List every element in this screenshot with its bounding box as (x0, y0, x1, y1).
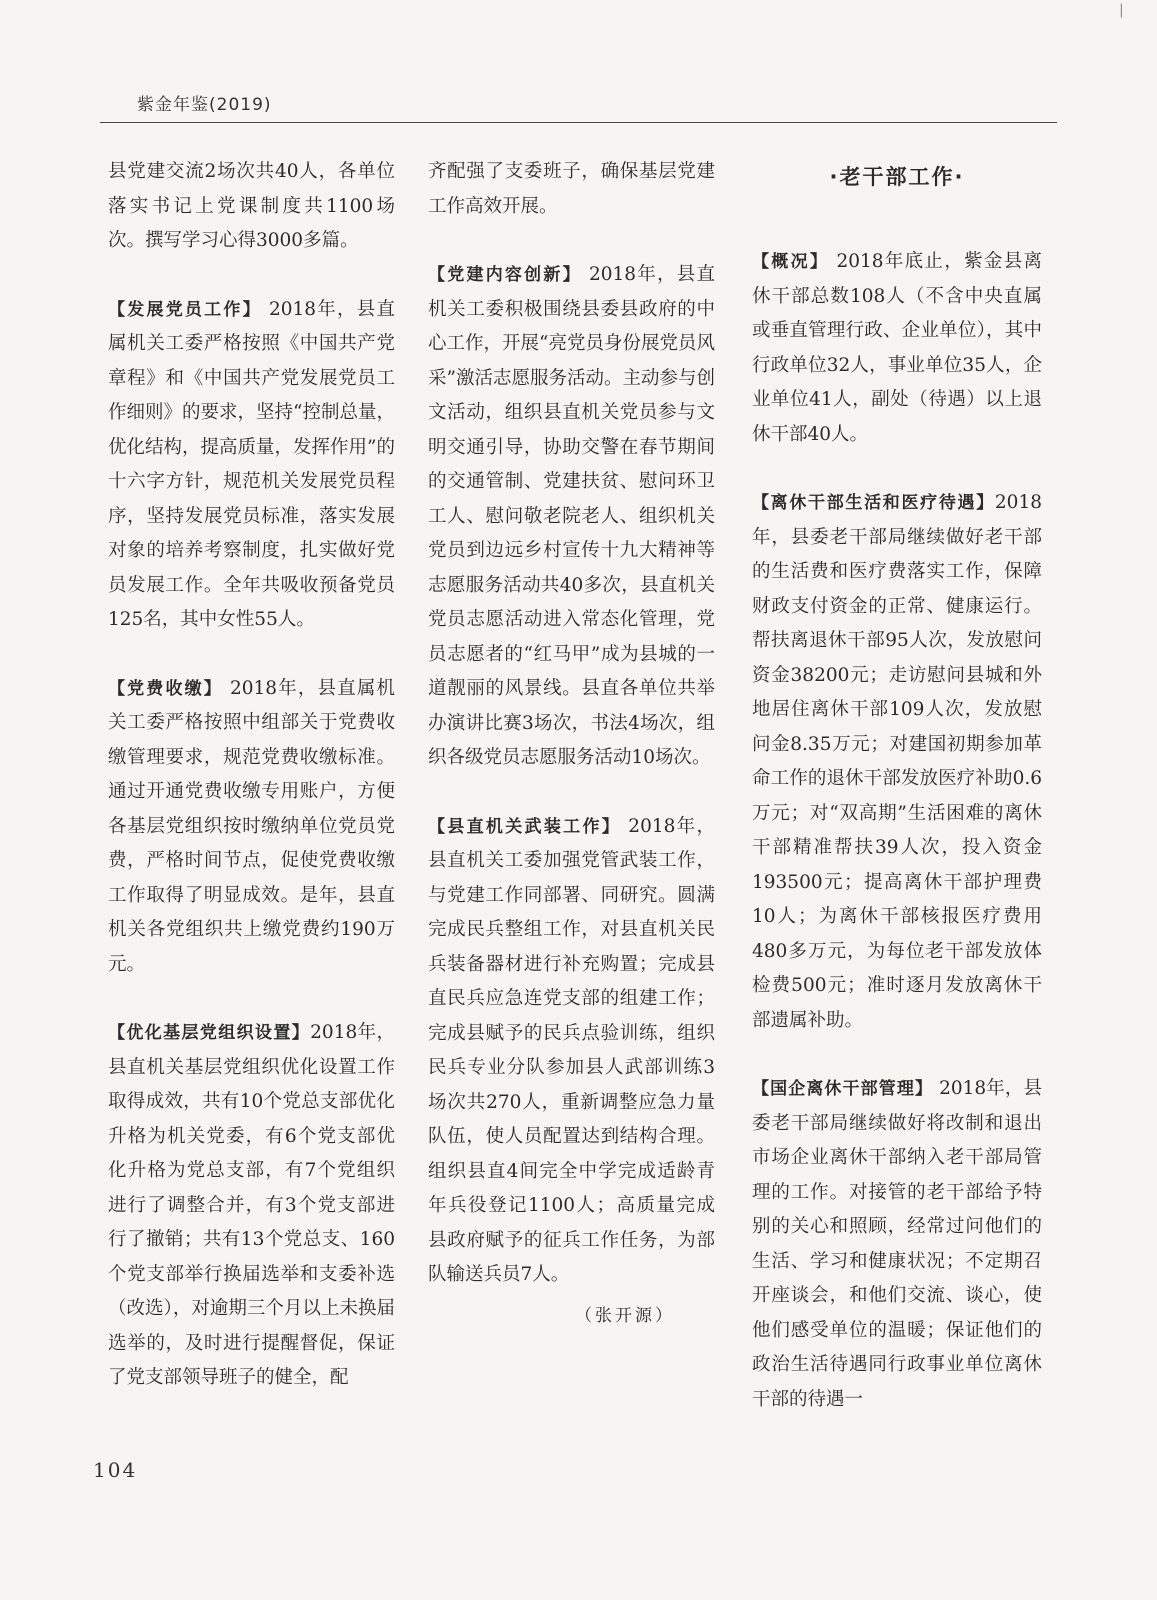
article-optimize-organization (108, 1016, 395, 1396)
article-body: 2018年，县直机关工委积极围绕县委县政府的中心工作，开展“亮党员身份展党员风采”激活志愿服务活动。主动参与创文活动，组织县直机关党员参与文明交通引导，协助交警在春节期间的交通管制、党建扶贫、慰问环卫工人、慰问敬老院老人、组织机关党员到边远乡村宣传十九大精神等志愿服务活动共40多次，县直机关党员志愿活动进入常态化管理，党员志愿者的“红马甲”成为县城的一道靓丽的风景线。县直各单位共举办演讲比赛3场次，书法4场次，组织各级党员志愿服务活动10场次。 (428, 264, 715, 768)
header-rule (100, 122, 1057, 123)
article-heading: 【县直机关武装工作】 (428, 816, 622, 837)
paragraph-continued: 县党建交流2场次共40人，各单位落实书记上党课制度共1100场次。撰写学习心得3000多篇。 (108, 161, 395, 251)
article-retiree-benefits (752, 486, 1042, 1038)
author-credit: （张开源） (575, 1305, 675, 1326)
article-body: 2018年底止，紫金县离休干部总数108人（不含中央直属或垂直管理行政、企业单位），其中行政单位32人，事业单位35人，企业单位41人，副处（待遇）以上退休干部40人。 (752, 251, 1043, 445)
running-header-title: 紫金年鉴(2019) (137, 95, 272, 115)
article-body: 2018年，县委老干部局继续做好将改制和退出市场企业离休干部纳入老干部局管理的工作。对接管的老干部给予特别的关心和照顾，经常过问他们的生活、学习和健康状况；不定期召开座谈会，和他们交流、谈心，使他们感受单位的温暖；保证他们的政治生活待遇同行政事业单位离休干部的待遇一 (752, 1078, 1042, 1410)
article-body: 2018年，县直机关工委加强党管武装工作，与党建工作同部署、同研究。圆满完成民兵整组工作，对县直机关民兵装备器材进行补充购置；完成县直民兵应急连党支部的组建工作；完成县赋予的民兵点验训练，组织民兵专业分队参加县人武部训练3场次共270人，重新调整应急力量队伍，使人员配置达到结构合理。组织县直4间完全中学完成适龄青年兵役登记1100人；高质量完成县政府赋予的征兵工作任务，为部队输送兵员7人。 (428, 815, 715, 1285)
article-party-building-innovation (428, 258, 715, 776)
article-body: 2018年，县直属机关工委严格按照《中国共产党章程》和《中国共产党发展党员工作细则》的要求，坚持“控制总量，优化结构，提高质量，发挥作用”的十六字方针，规范机关发展党员程序，坚持发展党员标准，落实发展对象的培养考察制度，扎实做好党员发展工作。全年共吸收预备党员125名，其中女性55人。 (108, 298, 395, 630)
column-1 (108, 155, 395, 1430)
article-party-member-development (108, 293, 395, 638)
article-heading: 【优化基层党组织设置】 (108, 1023, 311, 1043)
article-body: 2018年，县直机关基层党组织优化设置工作取得成效，共有10个党总支部优化升格为机关党委，有6个党支部优化升格为党总支部，有7个党组织进行了调整合并，有3个党支部进行了撤销；共有13个党总支、160个党支部举行换届选举和支委补选（改选），对逾期三个月以上未换届选举的，及时进行提醒督促，保证了党支部领导班子的健全，配 (108, 1022, 395, 1388)
article-heading: 【党费收缴】 (108, 678, 223, 699)
column-2 (428, 155, 715, 1333)
article-soe-retiree-management (752, 1072, 1042, 1417)
article-overview (752, 245, 1042, 452)
article-heading: 【离休干部生活和医疗待遇】 (752, 493, 995, 513)
page-number: 104 (93, 1458, 138, 1482)
article-militia-work (428, 810, 715, 1293)
article-heading: 【党建内容创新】 (428, 265, 582, 285)
scan-mark: | (1119, 2, 1124, 18)
paragraph-continued: 齐配强了支委班子，确保基层党建工作高效开展。 (428, 161, 715, 217)
column-3 (752, 155, 1042, 1451)
article-party-dues (108, 672, 395, 983)
article-heading: 【概况】 (752, 252, 830, 272)
article-body: 2018年，县委老干部局继续做好老干部的生活费和医疗费落实工作，保障财政支付资金的正常、健康运行。帮扶离退休干部95人次，发放慰问资金38200元；走访慰问县城和外地居住离休干部109人次，发放慰问金8.35万元；对建国初期参加革命工作的退休干部发放医疗补助0.6万元；对“双高期”生活困难的离休干部精准帮扶39人次，投入资金193500元；提高离休干部护理费10人；为离休干部核报医疗费用480多万元，为每位老干部发放体检费500元；准时逐月发放离休干部遗属补助。 (752, 492, 1042, 1031)
article-body: 2018年，县直属机关工委严格按照中组部关于党费收缴管理要求，规范党费收缴标准。通过开通党费收缴专用账户，方便各基层党组织按时缴纳单位党员党费，严格时间节点，促使党费收缴工作取得了明显成效。是年，县直机关各党组织共上缴党费约190万元。 (108, 677, 395, 975)
article-heading: 【发展党员工作】 (108, 299, 262, 320)
article-heading: 【国企离休干部管理】 (752, 1079, 934, 1099)
section-title: ·老干部工作· (829, 165, 965, 189)
